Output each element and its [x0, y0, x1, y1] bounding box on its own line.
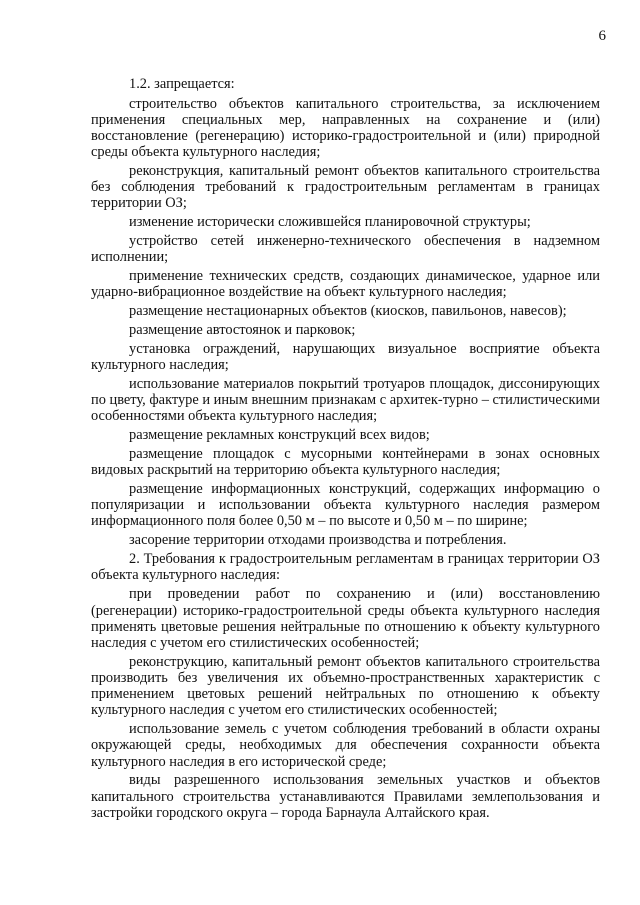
prohibition-vibration-impact: применение технических средств, создающих динамическое, ударное или ударно-вибрационное воздействие на объект культурного наследия;	[91, 268, 600, 301]
prohibition-advertising: размещение рекламных конструкций всех видов;	[129, 426, 430, 443]
prohibition-planning-structure: изменение исторически сложившейся планировочной структуры;	[129, 214, 531, 231]
page-number: 6	[598, 28, 606, 44]
requirement-land-use: использование земель с учетом соблюдения требований в области охраны окружающей среды, необходимых для обеспечения сохранности объекта культурного наследия в его исторической среде;	[91, 721, 600, 770]
prohibition-temporary-objects: размещение нестационарных объектов (киосков, павильонов, навесов);	[129, 303, 567, 319]
requirement-preservation-works: при проведении работ по сохранению и (или) восстановлению (регенерации) историко-градостроительной среды объекта культурного наследия применять цветовые решения нейтральные по отношению к объекту культурного наследия с учетом его стилистических особенностей;	[91, 586, 600, 651]
prohibition-construction: строительство объектов капитального строительства, за исключением применения специальных мер, направленных на сохранение и (или) восстановление (регенерацию) историко-градостроительной и (или) природной среды объекта культурного наследия;	[91, 95, 600, 161]
prohibition-reconstruction: реконструкция, капитальный ремонт объектов капитального строительства без соблюдения требований к градостроительным регламентам в границах территории ОЗ;	[91, 163, 600, 212]
section-heading-1-2: 1.2. запрещается:	[129, 76, 235, 92]
prohibition-overhead-networks: устройство сетей инженерно-технического обеспечения в надземном исполнении;	[91, 233, 600, 266]
requirement-reconstruction: реконструкцию, капитальный ремонт объектов капитального строительства производить без увеличения их объемно-пространственных характеристик с применением цветовых решений нейтральных по отношению к объекту культурного наследия с учетом его стилистических особенностей;	[91, 653, 600, 719]
prohibition-paving-materials: использование материалов покрытий тротуаров площадок, диссонирующих по цвету, фактуре и иным внешним признакам с архитек-турно – стилистическими особенностями объекта культурного наследия;	[91, 375, 600, 424]
prohibition-info-structures: размещение информационных конструкций, содержащих информацию о популяризации и использовании объекта культурного наследия размером информационного поля более 0,50 м – по высоте и 0,50 м – по ширине;	[91, 480, 600, 529]
requirement-permitted-uses: виды разрешенного использования земельных участков и объектов капитального строительства устанавливаются Правилами землепользования и застройки городского округа – города Барнаула Алтайского края.	[91, 772, 600, 821]
section-heading-2: 2. Требования к градостроительным регламентам в границах территории ОЗ объекта культурного наследия:	[91, 550, 600, 583]
prohibition-littering: засорение территории отходами производства и потребления.	[129, 531, 507, 548]
prohibition-fences: установка ограждений, нарушающих визуальное восприятие объекта культурного наследия;	[91, 340, 600, 373]
document-body	[91, 76, 600, 824]
prohibition-waste-containers: размещение площадок с мусорными контейнерами в зонах основных видовых раскрытий на территорию объекта культурного наследия;	[91, 445, 600, 478]
prohibition-parking: размещение автостоянок и парковок;	[129, 321, 356, 338]
